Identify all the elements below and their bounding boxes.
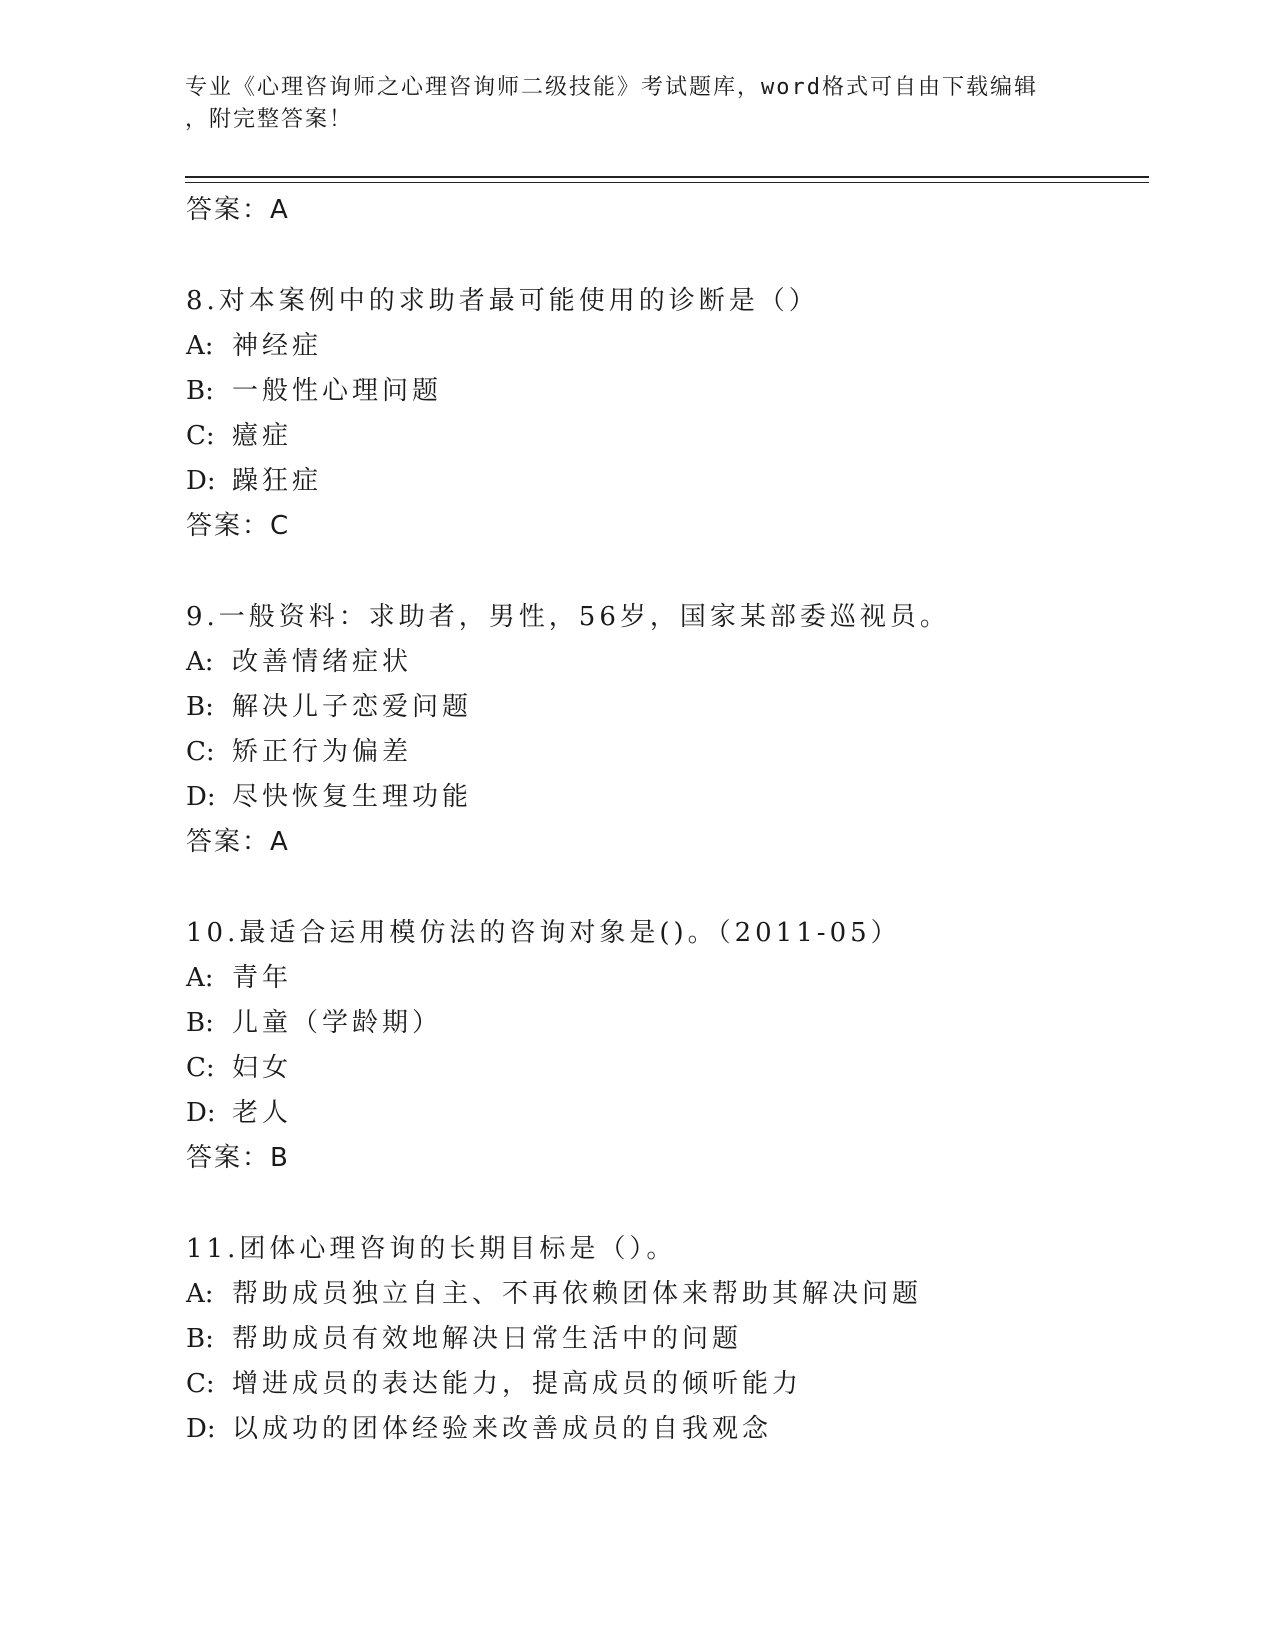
option-text: 尽快恢复生理功能: [232, 782, 473, 812]
option-letter: B:: [186, 376, 214, 406]
header-divider-thin: [185, 182, 1149, 183]
option-text: 神经症: [232, 331, 323, 361]
answer-line: 答案：A: [186, 827, 290, 857]
option-text: 儿童（学龄期）: [232, 1008, 443, 1038]
question-block: [186, 595, 1146, 865]
option-letter: D:: [186, 466, 216, 496]
question-stem: 10.最适合运用模仿法的咨询对象是()。（2011-05）: [186, 918, 901, 948]
option-b: [186, 1001, 1146, 1046]
option-c: [186, 1046, 1146, 1091]
option-letter: C:: [186, 421, 215, 451]
option-text: 老人: [232, 1098, 293, 1128]
option-letter: B:: [186, 1008, 214, 1038]
option-letter: C:: [186, 737, 215, 767]
option-b: [186, 1317, 1146, 1362]
option-letter: A:: [186, 1279, 214, 1309]
option-text: 增进成员的表达能力，提高成员的倾听能力: [232, 1369, 803, 1399]
answer-line: 答案：C: [186, 511, 291, 541]
option-d: [186, 1407, 1146, 1452]
option-letter: D:: [186, 782, 216, 812]
option-text: 青年: [232, 963, 293, 993]
option-text: 矫正行为偏差: [232, 737, 413, 767]
option-text: 妇女: [232, 1053, 293, 1083]
option-text: 解决儿子恋爱问题: [232, 692, 473, 722]
option-b: [186, 685, 1146, 730]
option-text: 一般性心理问题: [232, 376, 443, 406]
option-letter: B:: [186, 1324, 214, 1354]
answer-line: 答案：B: [186, 1143, 290, 1173]
option-c: [186, 414, 1146, 459]
document-header: [185, 72, 1065, 136]
option-d: [186, 775, 1146, 820]
option-letter: A:: [186, 647, 214, 677]
option-letter: D:: [186, 1414, 216, 1444]
option-a: [186, 1272, 1146, 1317]
option-text: 帮助成员有效地解决日常生活中的问题: [232, 1324, 743, 1354]
header-divider-thick: [185, 176, 1149, 178]
header-line-1: 专业《心理咨询师之心理咨询师二级技能》考试题库，word格式可自由下载编辑: [185, 75, 1038, 100]
option-d: [186, 1091, 1146, 1136]
option-text: 癔症: [232, 421, 293, 451]
question-stem: 9.一般资料：求助者，男性，56岁，国家某部委巡视员。: [186, 602, 950, 632]
header-line-2: ，附完整答案！: [185, 107, 354, 132]
option-letter: A:: [186, 963, 214, 993]
option-letter: D:: [186, 1098, 216, 1128]
option-letter: B:: [186, 692, 214, 722]
question-stem: 11.团体心理咨询的长期目标是（）。: [186, 1234, 677, 1264]
question-block: [186, 279, 1146, 549]
question-block: [186, 911, 1146, 1181]
option-a: [186, 324, 1146, 369]
option-b: [186, 369, 1146, 414]
option-letter: A:: [186, 331, 214, 361]
option-c: [186, 1362, 1146, 1407]
option-text: 帮助成员独立自主、不再依赖团体来帮助其解决问题: [232, 1279, 923, 1309]
answer-line: 答案：A: [186, 195, 290, 225]
option-letter: C:: [186, 1369, 215, 1399]
option-a: [186, 956, 1146, 1001]
question-block: [186, 1227, 1146, 1452]
question-stem: 8.对本案例中的求助者最可能使用的诊断是（）: [186, 286, 819, 316]
option-text: 躁狂症: [232, 466, 323, 496]
option-c: [186, 730, 1146, 775]
option-d: [186, 459, 1146, 504]
question-list: [186, 188, 1146, 1452]
option-text: 以成功的团体经验来改善成员的自我观念: [232, 1414, 773, 1444]
option-a: [186, 640, 1146, 685]
option-letter: C:: [186, 1053, 215, 1083]
option-text: 改善情绪症状: [232, 647, 413, 677]
